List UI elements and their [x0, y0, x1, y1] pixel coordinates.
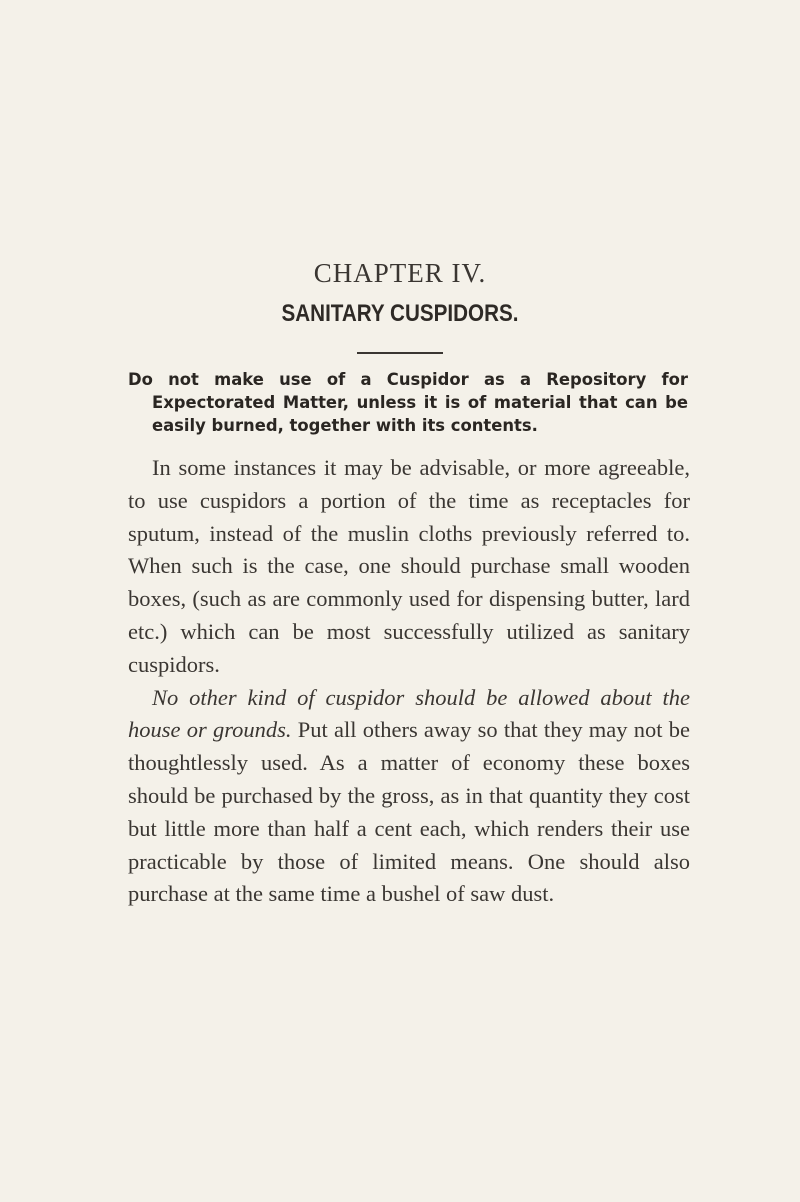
paragraph-2	[128, 682, 690, 912]
notice-text: Do not make use of a Cuspidor as a Repository for Expectorated Matter, unless it is of material that can be easily burned, together with its contents.	[128, 370, 688, 435]
paragraph-2-italic: No other kind of cuspidor should be allowed about the house or grounds.	[128, 684, 690, 743]
chapter-heading: CHAPTER IV.	[313, 258, 487, 288]
chapter-title: SANITARY CUSPIDORS.	[281, 300, 519, 327]
section-divider	[357, 352, 443, 354]
body-text	[128, 452, 690, 911]
paragraph-1: In some instances it may be advisable, or more agreeable, to use cuspidors a portion of the time as receptacles for sputum, instead of the muslin cloths previously referred to. When such is the case, one should purchase small wooden boxes, (such as are commonly used for dispensing butter, lard etc.) which can be most successfully utilized as sanitary cuspidors.	[128, 455, 690, 677]
bold-notice	[128, 368, 688, 437]
paragraph-2-rest: Put all others away so that they may not be thoughtlessly used. As a matter of economy these boxes should be purchased by the gross, as in that quantity they cost but little more than half a cent each, which renders their use practicable by those of limited means. One should also purchase at the same time a bushel of saw dust.	[128, 717, 690, 907]
